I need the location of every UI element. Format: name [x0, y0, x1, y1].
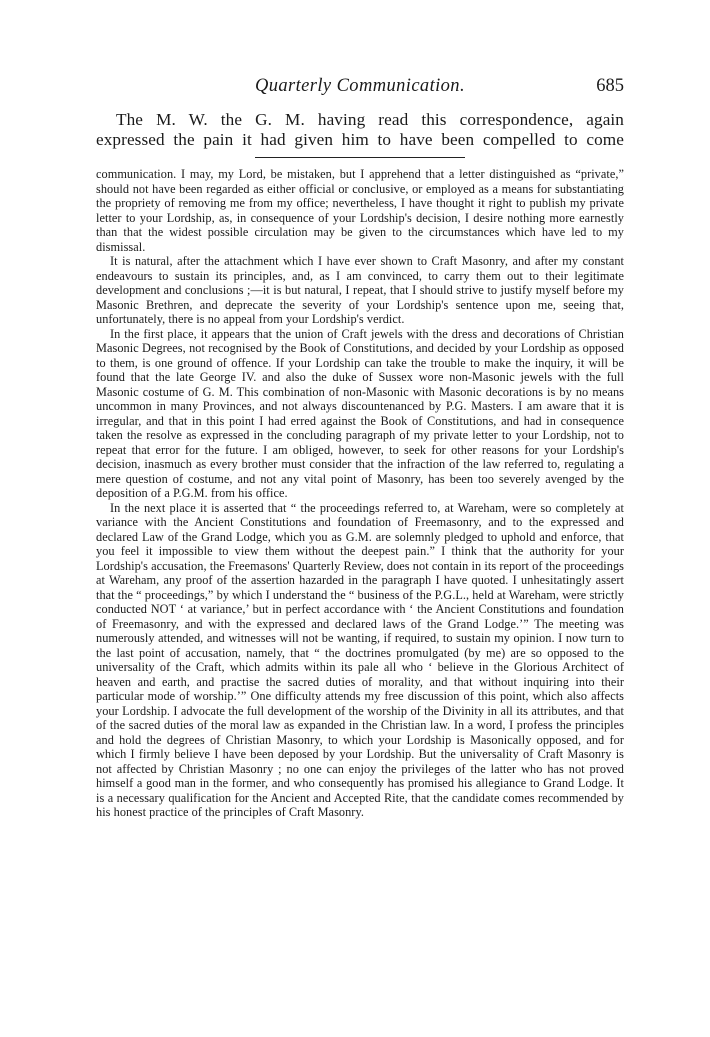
letter-body: [96, 167, 624, 820]
lead-paragraph: [96, 110, 624, 150]
paragraph-natural: It is natural, after the attachment which I have ever shown to Craft Masonry, and after my constant endeavours to sustain its principles, and, as I am convinced, to carry them out to their legitimate development and conclusions ;—it is but natural, I repeat, that I should strive to justify myself before my Masonic Brethren, and deprecate the severity of your Lordship's sentence upon me, seeing that, unfortunately, there is no appeal from your Lordship's verdict.: [96, 254, 624, 326]
lead-line-1: The M. W. the G. M. having read this correspondence, again: [116, 110, 624, 129]
paragraph-first-place: In the first place, it appears that the union of Craft jewels with the dress and decorations of Christian Masonic Degrees, not recognised by the Book of Constitutions, and decided by your Lordship as opposed to them, is one ground of offence. If your Lordship can take the trouble to make the inquiry, it will be found that the late George IV. and also the duke of Sussex wore non-Masonic jewels with the full Masonic costume of G. M. This combination of non-Masonic with Masonic decorations is by no means uncommon in many Provinces, and not always discountenanced by P.G. Masters. I am aware that it is irregular, and that in this point I had erred against the Book of Constitutions, and had in consequence taken the resolve as expressed in the concluding paragraph of my private letter to your Lordship, not to repeat that error for the future. I am obliged, however, to seek for other reasons for your Lordship's decision, inasmuch as every brother must consider that the infraction of the law referred to, regulating a mere question of costume, and not any vital point of Masonry, has been too severely avenged by the deposition of a P.G.M. from his office.: [96, 326, 624, 500]
section-divider: [255, 157, 465, 158]
lead-line-2: expressed the pain it had given him to have been compelled to come: [96, 130, 624, 149]
page-number: 685: [596, 76, 624, 96]
running-head: [96, 76, 624, 110]
document-page: [96, 0, 624, 820]
paragraph-next-place: In the next place it is asserted that “ the proceedings referred to, at Wareham, were so completely at variance with the Ancient Constitutions and foundation of Freemasonry, and to the expressed and declared Law of the Grand Lodge, which you as G.M. are solemnly pledged to uphold and enforce, that you feel it impossible to view them without the deepest pain.” I think that the authority for your Lordship's accusation, the Freemasons' Quarterly Review, does not contain in its report of the proceedings at Wareham, any proof of the assertion hazarded in the paragraph I have quoted. I unhesitatingly assert that the “ proceedings,” by which I understand the “ business of the P.G.L., held at Wareham, were strictly conducted NOT ‘ at variance,’ but in perfect accordance with ‘ the Ancient Constitutions and foundation of Freemasonry, and with the expressed and declared laws of the Grand Lodge.’” The meeting was numerously attended, and witnesses will not be wanting, if required, to sustain my opinion. I now turn to the last point of accusation, namely, that “ the doctrines promulgated (by me) are so opposed to the universality of the Craft, which admits within its pale all who ‘ believe in the Glorious Architect of heaven and earth, and practise the sacred duties of morality, and that without inquiring into their particular mode of worship.’” One difficulty attends my free discussion of this point, which also affects your Lordship. I advocate the full development of the worship of the Divinity in all its attributes, and that of the sacred duties of the moral law as expanded in the Christian law. In a word, I profess the principles and hold the degrees of Christian Masonry, to which your Lordship is Masonically opposed, and for which I firmly believe I have been deposed by your Lordship. But the universality of Craft Masonry is not affected by Christian Masonry ; no one can enjoy the privileges of the latter who has not proved himself a good man in the former, and who consequently has promised his allegiance to Grand Lodge. It is a necessary qualification for the Ancient and Accepted Rite, that the candidate comes recommended by his honest practice of the principles of Craft Masonry.: [96, 500, 624, 819]
paragraph-continuation: communication. I may, my Lord, be mistaken, but I apprehend that a letter distinguished as “private,” should not have been regarded as either official or conclusive, or employed as a means for substantiating the propriety of removing me from my office; nevertheless, I have thought it right to publish my private letter to your Lordship, as, in consequence of your Lordship's decision, I desire nothing more earnestly than that the widest possible circulation may be given to the circumstances which have led to my dismissal.: [96, 167, 624, 254]
running-title: Quarterly Communication.: [254, 76, 465, 96]
